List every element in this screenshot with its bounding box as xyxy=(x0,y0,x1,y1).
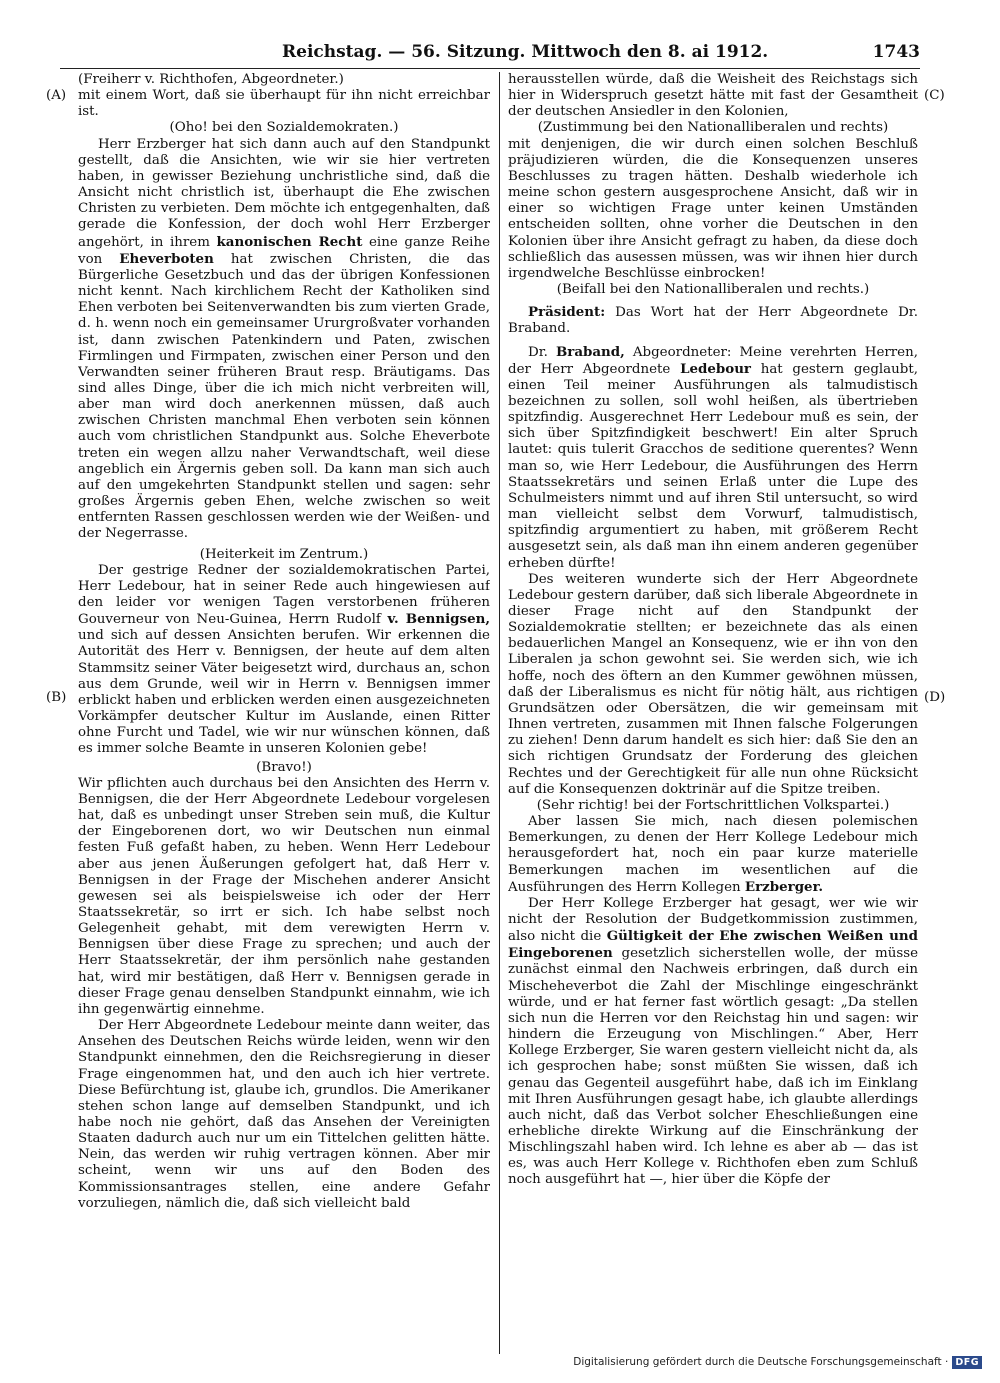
paragraph: herausstellen würde, daß die Weisheit des Reichstags sich hier in Widerspruch gesetzt hätte mit fast der Gesamtheit der deutschen Ansiedler in den Kolonien, xyxy=(508,72,918,120)
margin-mark-a: (A) xyxy=(46,88,67,103)
paragraph: mit denjenigen, die wir durch einen solchen Beschluß präjudizieren würden, die die Konsequenzen unseres Beschlusses zu tragen hätten. Deshalb wiederhole ich meine schon gestern ausgesprochene Ansicht, daß wir in einer so wichtigen Frage unter keinen Umständen entscheiden sollten, ohne vorher die Deutschen in den Kolonien über ihre Ansicht gefragt zu haben, da diese doch schließlich das ausessen müssen, was wir ihnen hier durch irgendwelche Beschlüsse einbrocken! xyxy=(508,136,918,281)
paragraph: Der Herr Abgeordnete Ledebour meinte dann weiter, das Ansehen des Deutschen Reichs würde leiden, wenn wir den Standpunkt einnehmen, den die Reichsregierung in dieser Frage eingenommen hat, und den auch ich hier vertrete. Diese Befürchtung ist, glaube ich, grundlos. Die Amerikaner stehen schon lange auf demselben Standpunkt, und ich habe noch nie gehört, daß das Ansehen der Vereinigten Staaten dadurch auch nur um ein Tittelchen gelitten hätte. Nein, das werden wir ruhig vertragen können. Aber mir scheint, wenn wir uns auf den Boden des Kommissionsantrages stellen, eine andere Gefahr vorzuliegen, nämlich die, daß sich vielleicht bald xyxy=(78,1018,490,1211)
interjection: (Bravo!) xyxy=(256,759,312,775)
paragraph: Der gestrige Redner der sozialdemokratischen Partei, Herr Ledebour, hat in seiner Rede auch hingewiesen auf den leider vor wenigen Tagen verstorbenen früheren Gouverneur von Neu-Guinea, Herrn Rudolf v. Bennigsen, und sich auf dessen Ansichten berufen. Wir erkennen die Autorität des Herr v. Bennigsen, der heute auf dem alten Stammsitz seiner Väter beigesetzt wird, durchaus an, schon aus dem Grunde, weil wir in Herrn v. Bennigsen immer erblickt haben und erblicken werden einen ausgezeichneten Vorkämpfer deutscher Kultur im Auslande, einen Ritter ohne Furcht und Tadel, wie wir nur wünschen können, daß es immer solche Beamte in unseren Kolonien gebe! xyxy=(78,562,490,757)
emphasis: Erzberger. xyxy=(744,878,824,895)
margin-mark-c: (C) xyxy=(924,88,945,103)
emphasis: v. Bennigsen, xyxy=(387,611,490,628)
dfg-logo-icon: DFG xyxy=(952,1356,982,1369)
paragraph: Wir pflichten auch durchaus bei den Ansichten des Herrn v. Bennigsen, die der Herr Abgeordnete Ledebour vorgelesen hat, daß es unbedingt unser Streben sein muß, die Kultur der Eingeborenen dort, wo wir Deutschen nun einmal festen Fuß gefaßt haben, zu heben. Wenn Herr Ledebour aber aus jenen Äußerungen gefolgert hat, daß Herr v. Bennigsen in der Frage der Mischehen anderer Ansicht gewesen sei als beispielsweise ich oder der Herr Staatssekretär, so irrt er sich. Ich habe selbst noch Gelegenheit gehabt, mit dem verewigten Herrn v. Bennigsen über diese Frage zu sprechen; und auch der Herr Staatssekretär, der ihm persönlich nahe gestanden hat, wird mir bestätigen, daß Herr v. Bennigsen gerade in dieser Frage genau denselben Standpunkt einnahm, wie ich ihn gegenwärtig einnehme. xyxy=(78,775,490,1017)
emphasis: Ledebour xyxy=(680,360,751,377)
page-number: 1743 xyxy=(872,42,920,62)
paragraph: Des weiteren wunderte sich der Herr Abgeordnete Ledebour gestern darüber, daß sich liberale Abgeordnete in dieser Frage nicht auf den Standpunkt der Sozialdemokratie stellten; er bezeichnete das als einen bedauerlichen Mangel an Konsequenz, wie er ihn von den Liberalen ja schon gewohnt sei. Sie werden sich, wie ich hoffe, noch des öftern an den Kummer gewöhnen müssen, daß der Liberalismus es nicht für nötig hält, aus richtigen Grundsätzen oder Obersätzen, die wir gemeinsam mit Ihnen vertreten, zusammen mit Ihnen falsche Folgerungen zu ziehen! Denn darum handelt es sich hier: daß Sie den an sich richtigen Grundsatz der Forderung des gleichen Rechtes und der Gerechtigkeit für alle nun ohne Rücksicht auf die Konsequenzen doktrinär auf die Spitze treiben. xyxy=(508,571,918,797)
paragraph: Präsident: Das Wort hat der Herr Abgeordnete Dr. Braband. xyxy=(508,304,918,337)
running-title: Reichstag. — 56. Sitzung. Mittwoch den 8. ai 1912. xyxy=(282,42,769,62)
margin-mark-b: (B) xyxy=(46,690,67,705)
emphasis: Gültigkeit der Ehe zwischen Weißen und Eingeborenen xyxy=(508,928,918,962)
interjection: (Oho! bei den Sozialdemokraten.) xyxy=(169,120,399,136)
speaker-name: Braband, xyxy=(555,343,625,360)
speaker-label: Präsident: xyxy=(528,304,606,321)
paragraph: mit einem Wort, daß sie überhaupt für ihn nicht erreichbar ist. xyxy=(78,88,490,120)
speaker-continuation: (Freiherr v. Richthofen, Abgeordneter.) xyxy=(78,72,344,87)
interjection: (Beifall bei den Nationalliberalen und rechts.) xyxy=(556,282,870,298)
emphasis: Eheverboten xyxy=(119,250,214,267)
paragraph: Aber lassen Sie mich, nach diesen polemischen Bemerkungen, zu denen der Herr Kollege Ledebour mich herausgefordert hat, noch ein paar kurze materielle Bemerkungen machen im wesentlichen auf die Ausführungen des Herrn Kollegen Erzberger. xyxy=(508,814,918,895)
left-column xyxy=(78,72,490,1362)
right-column xyxy=(508,72,918,1362)
paragraph: Dr. Braband, Abgeordneter: Meine verehrten Herren, der Herr Abgeordnete Ledebour hat gestern geglaubt, einen Teil meiner Ausführungen als talmudistisch bezeichnen zu sollen, soll wohl heißen, als übertrieben spitzfindig. Ausgerechnet Herr Ledebour muß es sein, der sich über Spitzfindigkeit beschwert! Ein alter Spruch lautet: quis tulerit Gracchos de seditione querentes? Wenn man so, wie Herr Ledebour, die Ausführungen des Herrn Staatssekretärs und seinen Erlaß unter die Lupe des Schulmeisters nimmt und auf ihren Stil untersucht, so wird man vielleicht selbst dem Vorwurf, talmudistisch, spitzfindig argumentiert zu haben, mit größerem Recht ausgesetzt sein, als daß man ihn einem anderen gegenüber erheben dürfte! xyxy=(508,343,918,571)
page-header xyxy=(60,40,920,66)
footer xyxy=(573,1353,982,1371)
interjection: (Heiterkeit im Zentrum.) xyxy=(199,546,369,562)
paragraph: Der Herr Kollege Erzberger hat gesagt, wer wie wir nicht der Resolution der Budgetkommission zustimmen, also nicht die Gültigkeit der Ehe zwischen Weißen und Eingeborenen gesetzlich sicherstellen wolle, der müsse zunächst einmal den Nachweis erbringen, daß durch ein Mischeheverbot die Zahl der Mischlinge eingeschränkt würde, und er hat ferner fast wörtlich gesagt: „Da stellen sich nun die Herren vor den Reichstag hin und sagen: wir hindern die Erzeugung von Mischlingen.“ Aber, Herr Kollege Erzberger, Sie waren gestern vielleicht nicht da, als ich gesprochen habe; sonst müßten Sie wissen, daß ich genau das Gegenteil ausgeführt habe, daß ich im Einklang mit Ihren Ausführungen gesagt habe, ich glaubte allerdings auch nicht, daß das Verbot solcher Eheschließungen eine erhebliche direkte Wirkung auf die Einschränkung der Mischlingszahl haben wird. Ich lehne es aber ab — das ist es, was auch Herr Kollege v. Richthofen eben zum Schluß noch ausgeführt hat —, hier über die Köpfe der xyxy=(508,895,918,1188)
funding-note: Digitalisierung gefördert durch die Deutsche Forschungsgemeinschaft · xyxy=(573,1356,949,1368)
interjection: (Zustimmung bei den Nationalliberalen und rechts) xyxy=(537,120,889,136)
paragraph: Herr Erzberger hat sich dann auch auf den Standpunkt gestellt, daß die Ansichten, wie wir sie hier vertreten haben, in gewisser Beziehung unchristliche sind, daß die Ansicht nicht christlich ist, überhaupt die Ehe zwischen Christen zu verbieten. Dem möchte ich entgegenhalten, daß gerade die Konfession, der doch wohl Herr Erzberger angehört, in ihrem kanonischen Recht eine ganze Reihe von Eheverboten hat zwischen Christen, die das Bürgerliche Gesetzbuch und das der übrigen Konfessionen nicht kennt. Nach kirchlichem Recht der Katholiken sind Ehen verboten bei Seitenverwandten bis zum vierten Grade, d. h. wenn noch ein gemeinsamer Ururgroßvater vorhanden ist, dann zwischen Patenkindern und Paten, zwischen Firmlingen und Firmpaten, zwischen einer Person und den Verwandten seiner früheren Braut resp. Bräutigams. Das sind alles Dinge, über die ich mich nicht verbreiten will, aber man wird doch anerkennen müssen, daß auch zwischen Christen manchmal Ehen verboten sein können auch vom christlichen Standpunkt aus. Solche Eheverbote treten ein wegen allzu naher Verwandtschaft, weil diese angeblich ein Ärgernis geben soll. Da kann man sich auch auf den umgekehrten Standpunkt stellen und sagen: sehr großes Ärgernis geben Ehen, welche zwischen so weit entfernten Rassen geschlossen werden wie der Weißen- und der Negerrasse. xyxy=(78,136,490,542)
emphasis: kanonischen Recht xyxy=(216,233,363,250)
header-rule xyxy=(60,68,920,69)
interjection: (Sehr richtig! bei der Fortschrittlichen Volkspartei.) xyxy=(536,797,890,813)
margin-mark-d: (D) xyxy=(924,690,946,705)
column-divider xyxy=(499,72,500,1354)
